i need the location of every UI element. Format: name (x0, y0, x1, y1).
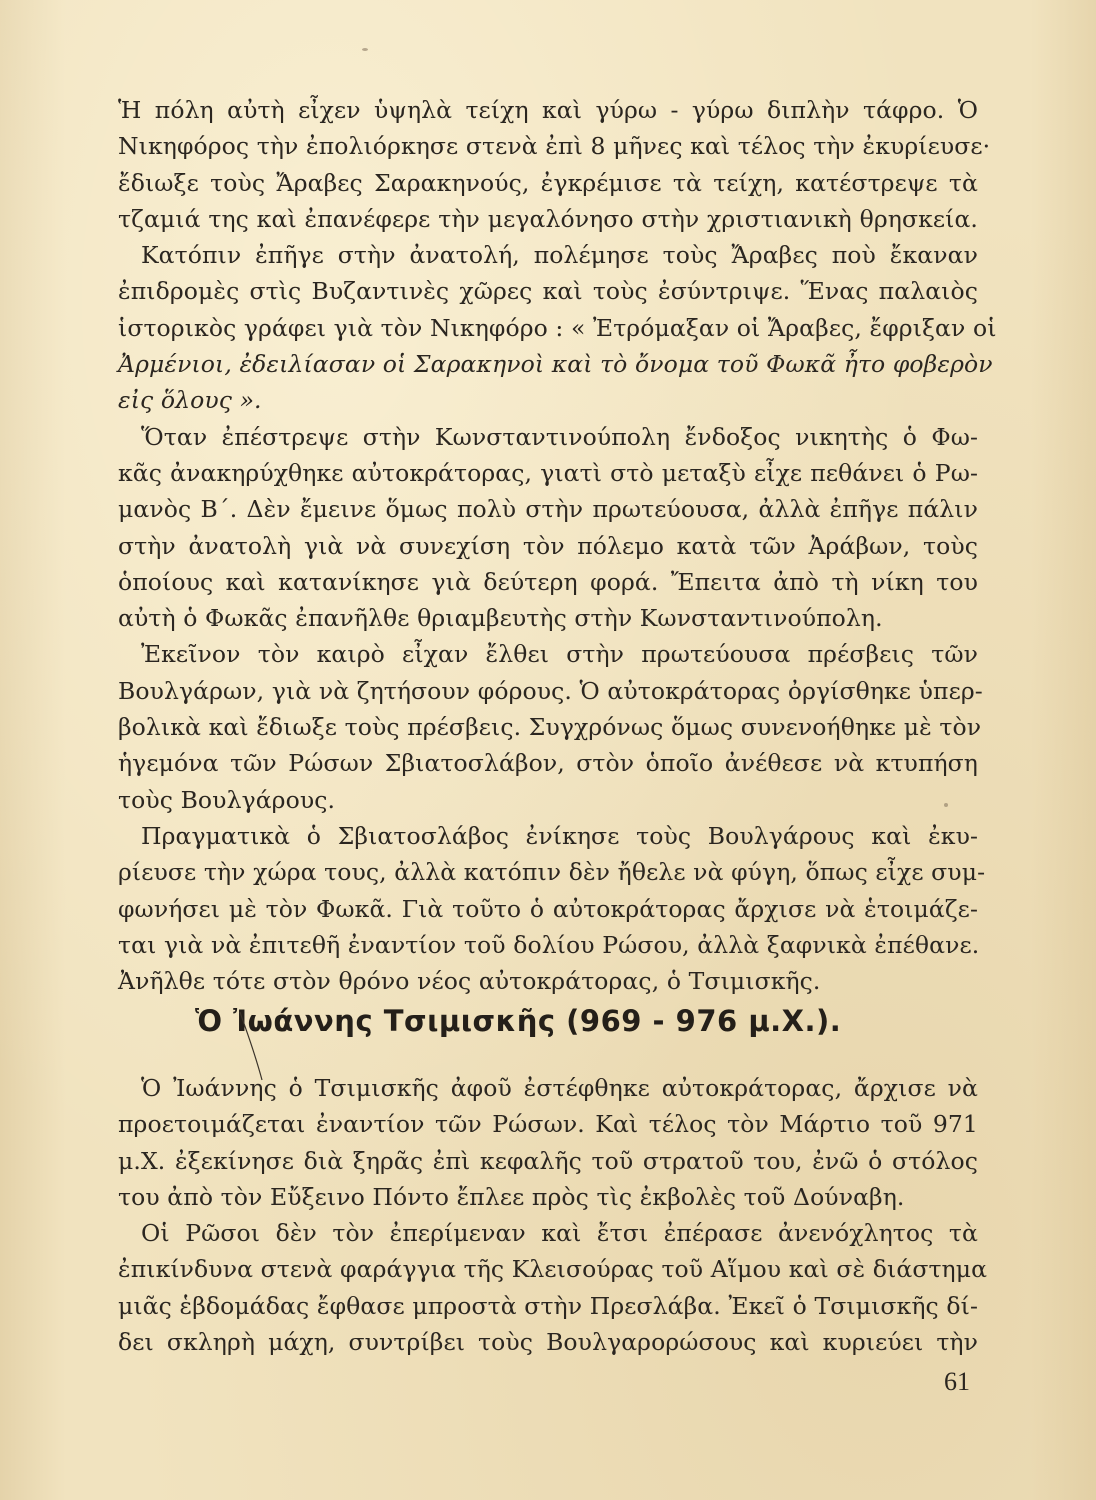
text-line: τοὺς Βουλγάρους. (118, 785, 336, 814)
text-line: Βουλγάρων, γιὰ νὰ ζητήσουν φόρους. Ὁ αὐτοκράτορας ὀργίσθηκε ὑπερ- (118, 676, 983, 705)
text-line: δει σκληρὴ μάχη, συντρίβει τοὺς Βουλγαρορώσους καὶ κυριεύει τὴν (118, 1328, 978, 1357)
text-line: κᾶς ἀνακηρύχθηκε αὐτοκράτορας, γιατὶ στὸ μεταξὺ εἶχε πεθάνει ὁ Ρω- (118, 458, 978, 487)
text-line: Ἀρμένιοι, ἐδειλίασαν οἱ Σαρακηνοὶ καὶ τὸ ὄνομα τοῦ Φωκᾶ ἦτο φοβερὸν (118, 350, 993, 379)
text-line: τζαμιά της καὶ ἐπανέφερε τὴν μεγαλόνησο στὴν χριστιανικὴ θρησκεία. (118, 204, 978, 233)
text-line: Ὅταν ἐπέστρεψε στὴν Κωνσταντινούπολη ἔνδοξος νικητὴς ὁ Φω- (141, 422, 978, 451)
text-line: Ἐκεῖνον τὸν καιρὸ εἶχαν ἔλθει στὴν πρωτεύουσα πρέσβεις τῶν (141, 640, 978, 669)
section-heading: Ὁ Ἰωάννης Τσιμισκῆς (969 - 976 μ.Χ.). (195, 1004, 842, 1038)
text-line: Ὁ Ἰωάννης ὁ Τσιμισκῆς ἀφοῦ ἐστέφθηκε αὐτοκράτορας, ἄρχισε νὰ (141, 1074, 978, 1102)
ink-speck (362, 48, 368, 51)
paragraph-6 (118, 1070, 978, 1215)
text-line: μανὸς Β΄. Δὲν ἔμεινε ὅμως πολὺ στὴν πρωτεύουσα, ἀλλὰ ἐπῆγε πάλιν (118, 495, 978, 524)
text-line: Νικηφόρος τὴν ἐπολιόρκησε στενὰ ἐπὶ 8 μῆνες καὶ τέλος τὴν ἐκυρίευσε· (118, 132, 991, 161)
paragraph-7 (118, 1215, 988, 1360)
text-line: ἔδιωξε τοὺς Ἄραβες Σαρακηνούς, ἐγκρέμισε τὰ τείχη, κατέστρεψε τὰ (118, 168, 978, 197)
text-line: ται γιὰ νὰ ἐπιτεθῆ ἐναντίον τοῦ δολίου Ρώσου, ἀλλὰ ξαφνικὰ ἐπέθανε. (118, 930, 980, 959)
text-line: Κατόπιν ἐπῆγε στὴν ἀνατολή, πολέμησε τοὺς Ἄραβες ποὺ ἔκαναν (141, 241, 978, 270)
text-line: Πραγματικὰ ὁ Σβιατοσλάβος ἐνίκησε τοὺς Βουλγάρους καὶ ἐκυ- (141, 821, 978, 850)
text-line: ἐπικίνδυνα στενὰ φαράγγια τῆς Κλεισούρας τοῦ Αἵμου καὶ σὲ διάστημα (118, 1255, 988, 1284)
text-line: προετοιμάζεται ἐναντίον τῶν Ρώσων. Καὶ τέλος τὸν Μάρτιο τοῦ 971 (118, 1110, 978, 1139)
text-line: του ἀπὸ τὸν Εὔξεινο Πόντο ἔπλεε πρὸς τὶς ἐκβολὲς τοῦ Δούναβη. (118, 1182, 905, 1211)
text-line: μιᾶς ἑβδομάδας ἔφθασε μπροστὰ στὴν Πρεσλάβα. Ἐκεῖ ὁ Τσιμισκῆς δί- (118, 1291, 978, 1320)
text-line: αὐτὴ ὁ Φωκᾶς ἐπανῆλθε θριαμβευτὴς στὴν Κωνσταντινούπολη. (118, 604, 883, 633)
text-line: ὁποίους καὶ κατανίκησε γιὰ δεύτερη φορά. Ἔπειτα ἀπὸ τὴ νίκη του (118, 567, 978, 596)
text-line: βολικὰ καὶ ἔδιωξε τοὺς πρέσβεις. Συγχρόνως ὅμως συνενοήθηκε μὲ τὸν (118, 713, 982, 742)
text-line: Οἱ Ρῶσοι δὲν τὸν ἐπερίμεναν καὶ ἔτσι ἐπέρασε ἀνενόχλητος τὰ (141, 1219, 978, 1248)
paragraph-1 (118, 92, 991, 237)
text-line: φωνήσει μὲ τὸν Φωκᾶ. Γιὰ τοῦτο ὁ αὐτοκράτορας ἄρχισε νὰ ἑτοιμάζε- (118, 894, 978, 923)
paragraph-2 (118, 237, 997, 418)
text-line: ρίευσε τὴν χώρα τους, ἀλλὰ κατόπιν δὲν ἤθελε νὰ φύγη, ὅπως εἶχε συμ- (118, 858, 986, 887)
ink-speck (944, 803, 948, 807)
paragraph-3 (118, 419, 978, 637)
page-number: 61 (944, 1367, 970, 1396)
page-body (118, 92, 997, 999)
text-line: ἡγεμόνα τῶν Ρώσων Σβιατοσλάβον, στὸν ὁποῖο ἀνέθεσε νὰ κτυπήση (118, 749, 978, 778)
section-body (118, 1070, 988, 1360)
text-line: μ.Χ. ἐξεκίνησε διὰ ξηρᾶς ἐπὶ κεφαλῆς τοῦ στρατοῦ του, ἐνῶ ὁ στόλος (118, 1146, 978, 1175)
text-line: ἱστορικὸς γράφει γιὰ τὸν Νικηφόρο : « Ἐτρόμαξαν οἱ Ἄραβες, ἔφριξαν οἱ (118, 313, 997, 342)
text-line: εἰς ὅλους ». (118, 386, 262, 415)
paragraph-5 (118, 818, 986, 999)
paragraph-4 (118, 636, 983, 817)
text-line: Ἀνῆλθε τότε στὸν θρόνο νέος αὐτοκράτορας, ὁ Τσιμισκῆς. (118, 967, 821, 996)
text-line: ἐπιδρομὲς στὶς Βυζαντινὲς χῶρες καὶ τοὺς ἐσύντριψε. Ἕνας παλαιὸς (118, 277, 978, 306)
text-line: Ἡ πόλη αὐτὴ εἶχεν ὑψηλὰ τείχη καὶ γύρω - γύρω διπλὴν τάφρο. Ὁ (118, 96, 978, 124)
text-line: στὴν ἀνατολὴ γιὰ νὰ συνεχίση τὸν πόλεμο κατὰ τῶν Ἀράβων, τοὺς (118, 531, 978, 560)
